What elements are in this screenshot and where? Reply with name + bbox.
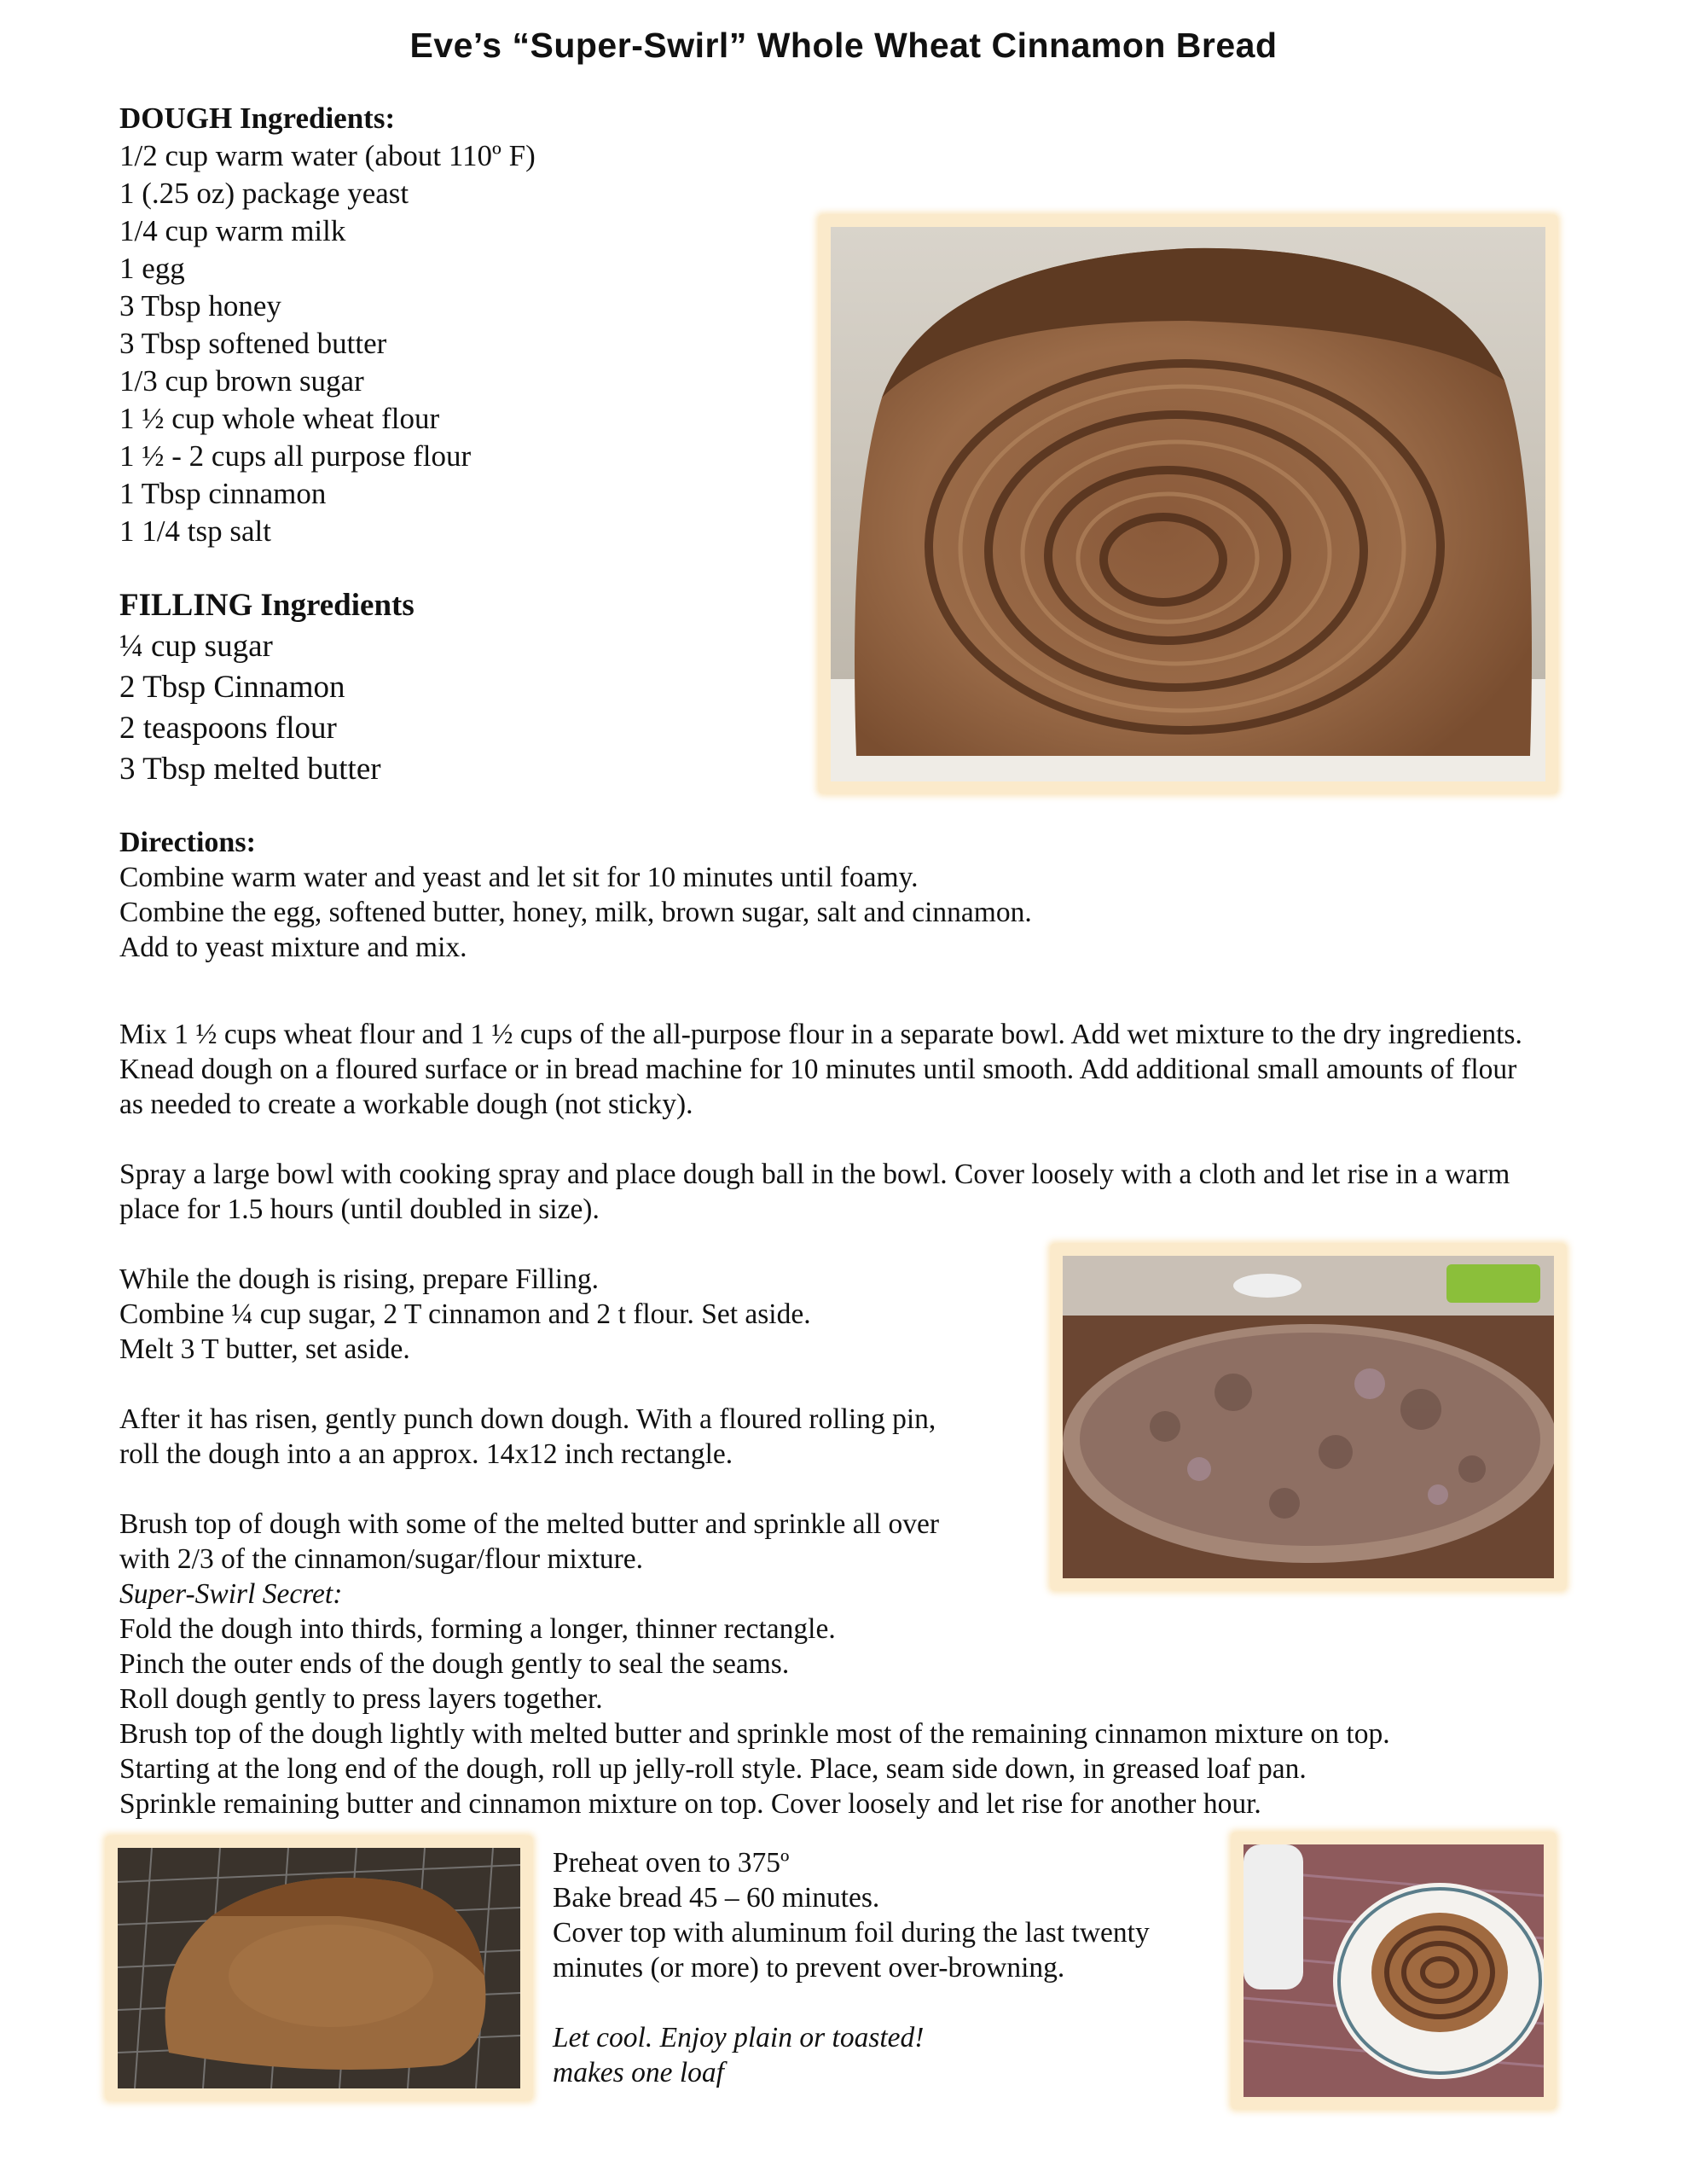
filling-item: 2 Tbsp Cinnamon [119, 670, 345, 705]
bake-line: Bake bread 45 – 60 minutes. [553, 1882, 880, 1914]
bread-slice-plate-image [1244, 1844, 1544, 2097]
dough-item: 1/2 cup warm water (about 110º F) [119, 139, 536, 172]
direction-line: Fold the dough into thirds, forming a longer, thinner rectangle. [119, 1613, 836, 1645]
direction-line: with 2/3 of the cinnamon/sugar/flour mixture. [119, 1543, 644, 1575]
direction-line: While the dough is rising, prepare Filling. [119, 1263, 599, 1295]
baked-loaf-photo [106, 1836, 532, 2100]
directions-roll [119, 1402, 936, 1472]
dough-item: 1 ½ cup whole wheat flour [119, 402, 440, 435]
filling-ingredients [119, 585, 415, 790]
bake-line: minutes (or more) to prevent over-browning. [553, 1952, 1065, 1984]
direction-line: Sprinkle remaining butter and cinnamon mixture on top. Cover loosely and let rise for another hour. [119, 1788, 1261, 1820]
filling-heading: FILLING Ingredients [119, 588, 415, 623]
direction-line: Spray a large bowl with cooking spray and place dough ball in the bowl. Cover loosely with a cloth and let rise in a warm [119, 1159, 1510, 1190]
rolled-dough-photo [1051, 1244, 1566, 1590]
direction-line: as needed to create a workable dough (not sticky). [119, 1089, 693, 1120]
direction-line: After it has risen, gently punch down dough. With a floured rolling pin, [119, 1403, 936, 1435]
direction-line: Brush top of the dough lightly with melted butter and sprinkle most of the remaining cinnamon mixture on top. [119, 1718, 1390, 1750]
directions-heading: Directions: [119, 827, 256, 858]
direction-line: Combine warm water and yeast and let sit for 10 minutes until foamy. [119, 862, 919, 893]
dough-ingredients [119, 100, 536, 550]
direction-line: place for 1.5 hours (until doubled in size). [119, 1194, 600, 1225]
super-swirl-secret-label: Super-Swirl Secret: [119, 1578, 343, 1610]
direction-line: Knead dough on a floured surface or in bread machine for 10 minutes until smooth. Add additional small amounts of flour [119, 1054, 1517, 1085]
swirl-loaf-image [831, 227, 1545, 781]
swirl-loaf-photo [819, 215, 1557, 793]
direction-line: roll the dough into a an approx. 14x12 inch rectangle. [119, 1438, 733, 1470]
dough-item: 1 Tbsp cinnamon [119, 477, 327, 510]
bake-line: Cover top with aluminum foil during the last twenty [553, 1917, 1150, 1949]
bake-line: Preheat oven to 375º [553, 1847, 790, 1879]
dough-heading: DOUGH Ingredients: [119, 102, 396, 135]
dough-item: 1 egg [119, 252, 185, 285]
dough-item: 1/4 cup warm milk [119, 214, 346, 247]
direction-line: Pinch the outer ends of the dough gently to seal the seams. [119, 1648, 790, 1680]
dough-item: 1 ½ - 2 cups all purpose flour [119, 439, 472, 473]
direction-line: Brush top of dough with some of the melted butter and sprinkle all over [119, 1508, 940, 1540]
dough-item: 1/3 cup brown sugar [119, 364, 364, 398]
rolled-dough-image [1063, 1256, 1554, 1578]
direction-line: Starting at the long end of the dough, roll up jelly-roll style. Place, seam side down, in greased loaf pan. [119, 1753, 1307, 1785]
recipe-title: Eve’s “Super-Swirl” Whole Wheat Cinnamon Bread [409, 26, 1278, 65]
direction-line: Add to yeast mixture and mix. [119, 932, 467, 963]
directions-rise [119, 1157, 1510, 1227]
filling-item: 2 teaspoons flour [119, 711, 337, 746]
closing-line: makes one loaf [553, 2057, 724, 2088]
bread-slice-plate-photo [1232, 1833, 1556, 2109]
direction-line: Combine the egg, softened butter, honey, milk, brown sugar, salt and cinnamon. [119, 897, 1032, 928]
dough-item: 3 Tbsp softened butter [119, 327, 387, 360]
baked-loaf-image [118, 1848, 520, 2088]
directions-intro [119, 825, 1032, 965]
dough-item: 1 1/4 tsp salt [119, 514, 271, 548]
directions-mix [119, 1017, 1522, 1122]
direction-line: Mix 1 ½ cups wheat flour and 1 ½ cups of the all-purpose flour in a separate bowl. Add wet mixture to the dry ingredients. [119, 1019, 1522, 1050]
direction-line: Combine ¼ cup sugar, 2 T cinnamon and 2 t flour. Set aside. [119, 1298, 811, 1330]
dough-item: 3 Tbsp honey [119, 289, 281, 322]
filling-item: ¼ cup sugar [119, 629, 273, 664]
dough-item: 1 (.25 oz) package yeast [119, 177, 409, 210]
closing-notes [553, 2020, 924, 2090]
bake-instructions [553, 1845, 1150, 1985]
closing-line: Let cool. Enjoy plain or toasted! [553, 2022, 925, 2053]
direction-line: Roll dough gently to press layers together. [119, 1683, 603, 1715]
direction-line: Melt 3 T butter, set aside. [119, 1333, 410, 1365]
filling-item: 3 Tbsp melted butter [119, 752, 381, 787]
directions-filling [119, 1262, 811, 1367]
